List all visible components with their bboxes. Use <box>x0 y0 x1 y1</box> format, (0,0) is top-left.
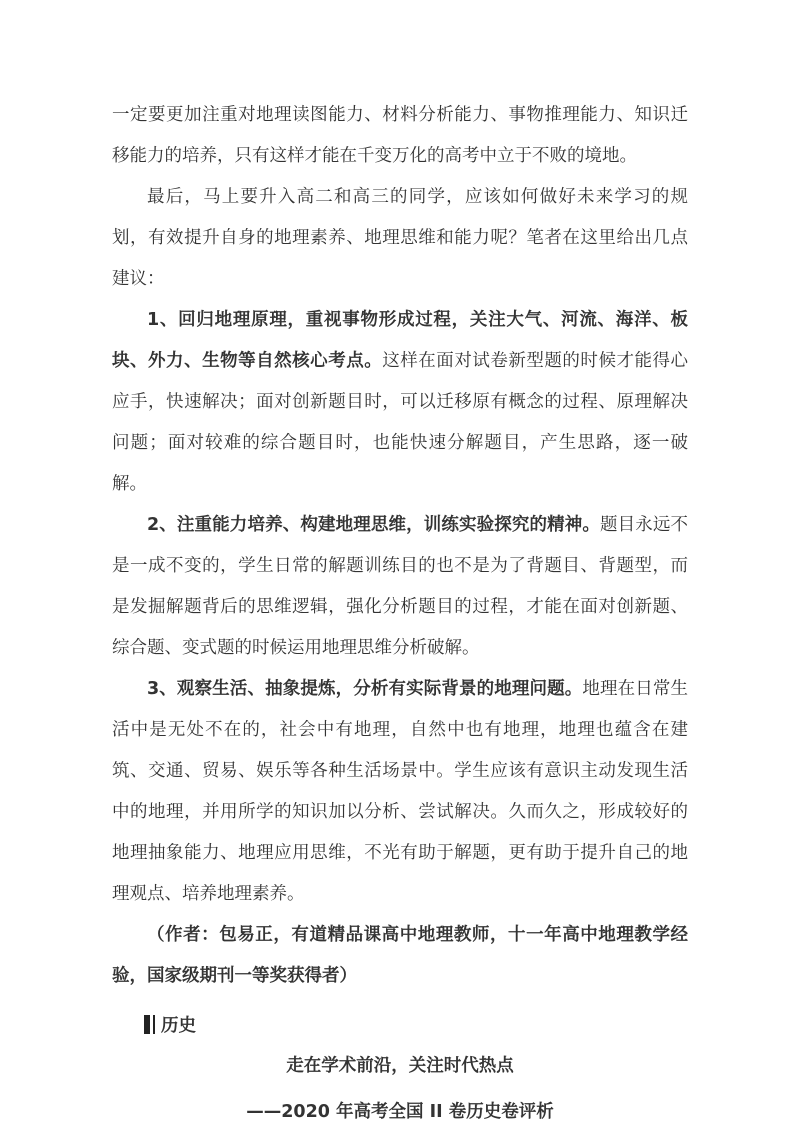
advice-item-2 <box>112 505 688 669</box>
advice-item-3-body: 地理在日常生活中是无处不在的，社会中有地理，自然中也有地理，地理也蕴含在建筑、交通、贸易、娱乐等各种生活场景中。学生应该有意识主动发现生活中的地理，并用所学的知识加以分析、尝试解决。久而久之，形成较好的地理抽象能力、地理应用思维，不光有助于解题，更有助于提升自己的地理观点、培养地理素养。 <box>112 679 688 904</box>
article-title: 走在学术前沿，关注时代热点 <box>286 1056 514 1076</box>
advice-item-3-heading: 3、观察生活、抽象提炼，分析有实际背景的地理问题。 <box>147 679 583 699</box>
advice-item-2-heading: 2、注重能力培养、构建地理思维，训练实验探究的精神。 <box>147 515 600 535</box>
section-marker-icon <box>144 1015 155 1034</box>
advice-item-1-body: 这样在面对试卷新型题的时候才能得心应手，快速解决；面对创新题目时，可以迁移原有概念的过程、原理解决问题；面对较难的综合题目时，也能快速分解题目，产生思路，逐一破解。 <box>112 351 689 494</box>
author-note: （作者：包易正，有道精品课高中地理教师，十一年高中地理教学经验，国家级期刊一等奖获得者） <box>112 925 688 986</box>
paragraph-continuation: 一定要更加注重对地理读图能力、材料分析能力、事物推理能力、知识迁移能力的培养，只有这样才能在千变万化的高考中立于不败的境地。 <box>112 105 688 166</box>
advice-item-1-heading: 1、回归地理原理，重视事物形成过程，关注大气、河流、海洋、板块、外力、生物等自然核心考点。 <box>112 310 688 371</box>
advice-item-3 <box>112 669 688 915</box>
document-page <box>112 95 688 1131</box>
section-title: 历史 <box>161 1015 196 1036</box>
paragraph-advice-intro: 最后，马上要升入高二和高三的同学，应该如何做好未来学习的规划，有效提升自身的地理素养、地理思维和能力呢？笔者在这里给出几点建议： <box>112 187 688 289</box>
advice-item-1 <box>112 300 688 505</box>
advice-item-2-body: 题目永远不是一成不变的，学生日常的解题训练目的也不是为了背题目、背题型，而是发掘解题背后的思维逻辑，强化分析题目的过程，才能在面对创新题、综合题、变式题的时候运用地理思维分析破解。 <box>112 515 688 658</box>
article-subtitle: ——2020 年高考全国 II 卷历史卷评析 <box>246 1102 554 1122</box>
section-heading <box>144 1009 688 1039</box>
